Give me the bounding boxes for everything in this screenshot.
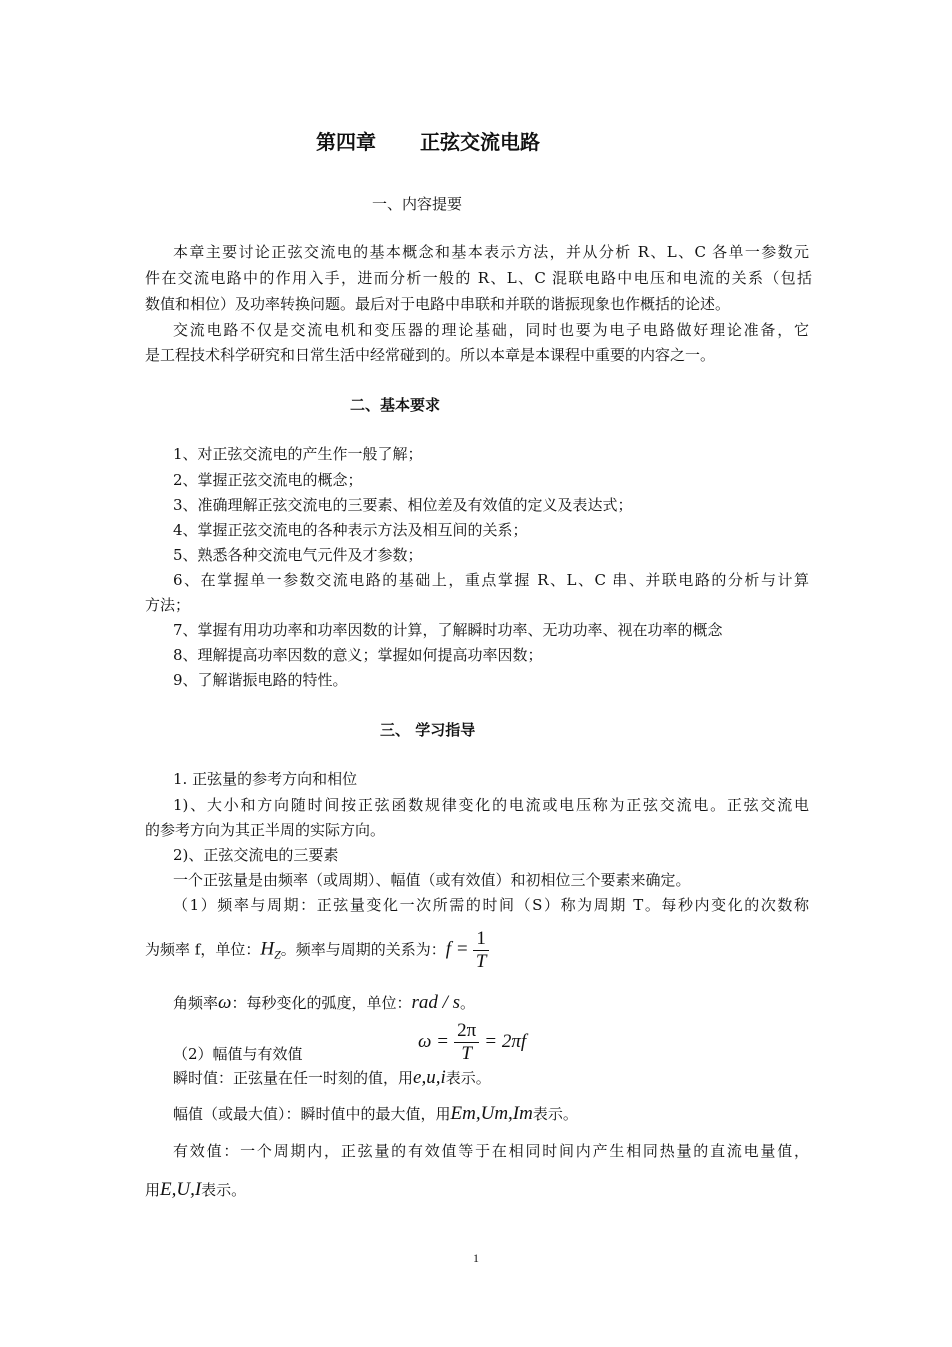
subsection-title: 1. 正弦量的参考方向和相位 [173,770,358,788]
unit-rad-per-s: rad / s [411,992,461,1013]
requirement-item: 8、理解提高功率因数的意义；掌握如何提高功率因数； [173,646,543,664]
section-heading-guidance: 三、 学习指导 [380,721,476,739]
requirement-item: 6、在掌握单一参数交流电路的基础上，重点掌握 R、L、C 串、并联电路的分析与计算 [173,571,809,589]
paragraph-line: 一个正弦量是由频率（或周期）、幅值（或有效值）和初相位三个要素来确定。 [173,871,691,889]
omega-symbol: ω [218,992,232,1013]
section-heading-summary: 一、内容提要 [372,195,463,213]
angular-frequency-line: 角频率ω：每秒变化的弧度，单位：rad / s。 [173,992,476,1013]
requirement-item: 3、准确理解正弦交流电的三要素、相位差及有效值的定义及表达式； [173,496,633,514]
page-number: 1 [473,1251,479,1265]
requirement-item: 2、掌握正弦交流电的概念； [173,471,363,489]
paragraph-line: 件在交流电路中的作用入手，进而分析一般的 R、L、C 混联电路中电压和电流的关系（包括 [145,269,812,287]
instantaneous-symbols: e,u,i [413,1067,446,1088]
paragraph-line: （1）频率与周期：正弦量变化一次所需的时间（S）称为周期 T。每秒内变化的次数称 [173,896,809,914]
requirement-item: 9、了解谐振电路的特性。 [173,671,348,689]
paragraph-line: 有效值：一个周期内，正弦量的有效值等于在相同时间内产生相同热量的直流电量值， [173,1142,809,1160]
formula-omega: ω = $\frac{2\pi}{T}$ = 2πf [418,1020,527,1064]
chapter-label: 第四章 [316,130,376,154]
paragraph-line: 数值和相位）及功率转换问题。最后对于电路中串联和并联的谐振现象也作概括的论述。 [145,295,731,313]
max-symbols: Em,Um,Im [450,1103,533,1124]
requirement-item: 5、熟悉各种交流电气元件及才参数； [173,546,423,564]
formula-frequency-fraction: $\frac{1}{T}$ [473,928,489,973]
requirement-item: 7、掌握有用功功率和功率因数的计算，了解瞬时功率、无功功率、视在功率的概念 [173,621,723,639]
effective-value-line: 用E,U,I表示。 [145,1179,247,1200]
instantaneous-value-line: 瞬时值：正弦量在任一时刻的值，用e,u,i表示。 [173,1067,491,1088]
paragraph-line: 1)、大小和方向随时间按正弦函数规律变化的电流或电压称为正弦交流电。正弦交流电 [173,796,809,814]
max-value-line: 幅值（或最大值）：瞬时值中的最大值，用Em,Um,Im表示。 [173,1103,578,1124]
effective-symbols: E,U,I [160,1179,202,1200]
paragraph-line: 交流电路不仅是交流电机和变压器的理论基础，同时也要为电子电路做好理论准备，它 [173,321,809,339]
chapter-name: 正弦交流电路 [420,130,540,154]
unit-hertz: H [260,938,275,960]
subsection-title: （2）幅值与有效值 [173,1045,303,1063]
requirement-item: 1、对正弦交流电的产生作一般了解； [173,445,423,463]
frequency-line: 为频率 f，单位：$H_Z$。频率与周期的关系为：f = $\frac{1}{T}$ [145,928,812,973]
paragraph-line: 的参考方向为其正半周的实际方向。 [145,821,386,839]
formula-frequency-lhs: f = [445,938,469,960]
paragraph-line: 是工程技术科学研究和日常生活中经常碰到的。所以本章是本课程中重要的内容之一。 [145,346,716,364]
chapter-title [0,128,856,156]
section-heading-requirements: 二、基本要求 [350,396,441,414]
paragraph-line: 本章主要讨论正弦交流电的基本概念和基本表示方法，并从分析 R、L、C 各单一参数元 [173,243,809,261]
subsection-title: 2)、正弦交流电的三要素 [173,846,339,864]
requirement-item: 方法； [145,596,191,614]
requirement-item: 4、掌握正弦交流电的各种表示方法及相互间的关系； [173,521,528,539]
